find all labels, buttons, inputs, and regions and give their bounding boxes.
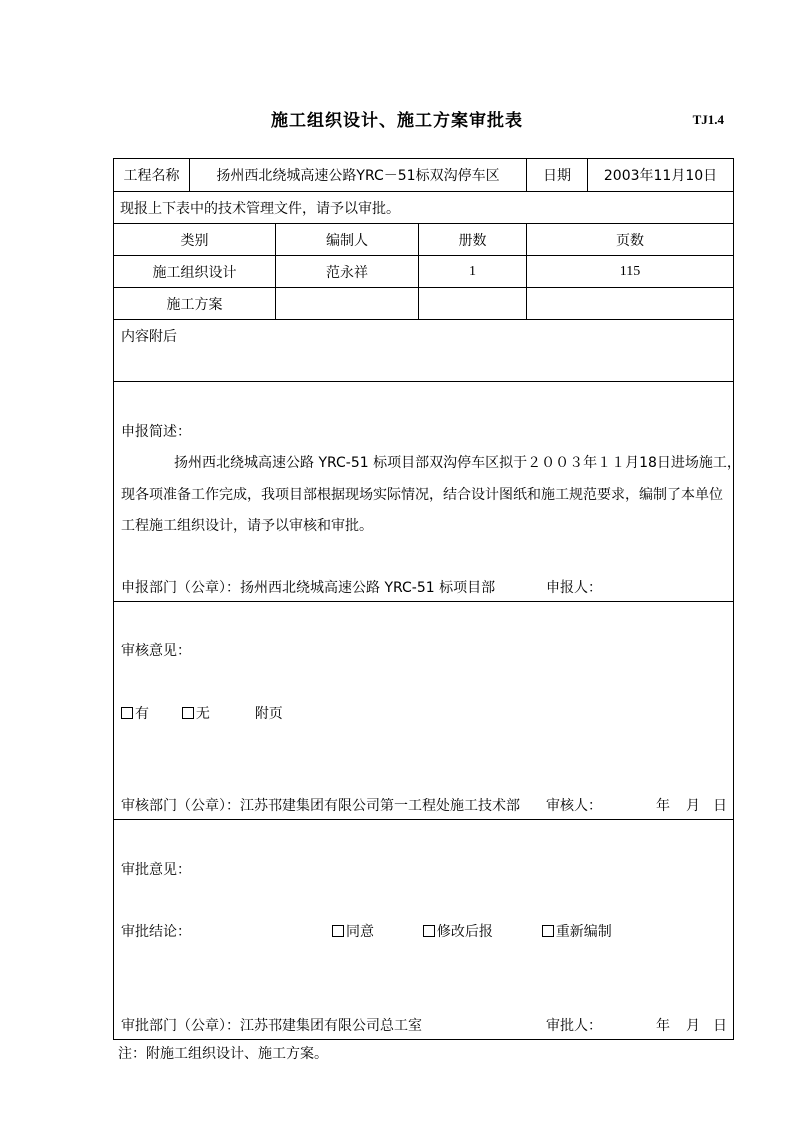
review-person: 审核人： xyxy=(546,798,602,814)
declaration-person: 申报人： xyxy=(546,580,602,596)
form-code: TJ1.4 xyxy=(692,112,724,127)
row-volumes xyxy=(419,288,527,320)
row-category: 施工组织设计 xyxy=(114,256,276,288)
header-pages: 页数 xyxy=(527,224,734,256)
row-category: 施工方案 xyxy=(114,288,276,320)
approval-person: 审批人： xyxy=(546,1018,602,1034)
attach-label: 附页 xyxy=(254,706,283,722)
checkbox-yes[interactable] xyxy=(121,707,133,719)
review-year: 年 xyxy=(656,798,670,814)
date-value: 2003年11月10日 xyxy=(588,159,734,192)
checkbox-revise[interactable] xyxy=(423,925,435,937)
review-label: 审核意见： xyxy=(121,643,191,659)
approval-day: 日 xyxy=(713,1018,727,1034)
review-day: 日 xyxy=(713,798,727,814)
option-no-label: 无 xyxy=(195,706,210,722)
option-yes-label: 有 xyxy=(135,706,149,722)
attached-text: 内容附后 xyxy=(121,329,177,345)
declaration-line-2: 现各项准备工作完成，我项目部根据现场实际情况，结合设计图纸和施工规范要求，编制了本单位 xyxy=(121,487,723,503)
doc-table-header xyxy=(114,224,734,256)
checkbox-redo[interactable] xyxy=(542,925,554,937)
row-pages xyxy=(527,288,734,320)
form-title: 施工组织设计、施工方案审批表 xyxy=(271,111,523,131)
table-row xyxy=(114,288,734,320)
approval-conclusion-label: 审批结论： xyxy=(121,924,191,940)
approval-label: 审批意见： xyxy=(121,862,191,878)
project-row xyxy=(114,159,734,192)
attached-cell xyxy=(114,320,734,382)
approval-year: 年 xyxy=(656,1018,670,1034)
declaration-label: 申报简述： xyxy=(121,424,191,440)
option-agree-label: 同意 xyxy=(346,924,374,940)
intro-text: 现报上下表中的技术管理文件，请予以审批。 xyxy=(114,192,734,224)
approval-month: 月 xyxy=(686,1018,700,1034)
header-author: 编制人 xyxy=(276,224,419,256)
project-name-label: 工程名称 xyxy=(114,159,190,192)
row-author: 范永祥 xyxy=(276,256,419,288)
option-redo-label: 重新编制 xyxy=(555,924,612,940)
project-name-value: 扬州西北绕城高速公路YRC－51标双沟停车区 xyxy=(190,159,527,192)
date-label: 日期 xyxy=(527,159,588,192)
review-dept: 审核部门（公章）：江苏邗建集团有限公司第一工程处施工技术部 xyxy=(121,798,520,814)
checkbox-no[interactable] xyxy=(182,707,194,719)
row-pages: 115 xyxy=(527,256,734,288)
header-category: 类别 xyxy=(114,224,276,256)
row-volumes: 1 xyxy=(419,256,527,288)
review-section xyxy=(114,602,734,820)
declaration-section xyxy=(114,382,741,602)
review-month: 月 xyxy=(686,798,700,814)
approval-section xyxy=(114,820,734,1040)
declaration-dept: 申报部门（公章）：扬州西北绕城高速公路 YRC-51 标项目部 xyxy=(121,580,496,596)
declaration-line-3: 工程施工组织设计，请予以审核和审批。 xyxy=(121,518,373,534)
option-revise-label: 修改后报 xyxy=(436,924,493,940)
checkbox-agree[interactable] xyxy=(332,925,344,937)
table-row xyxy=(114,256,734,288)
review-options xyxy=(121,703,283,723)
header-volumes: 册数 xyxy=(419,224,527,256)
approval-form xyxy=(113,158,741,1040)
declaration-line-1: 扬州西北绕城高速公路 YRC-51 标项目部双沟停车区拟于２００３年１１月18日进场施工， xyxy=(174,455,741,471)
row-author xyxy=(276,288,419,320)
footnote: 注：附施工组织设计、施工方案。 xyxy=(118,1046,328,1062)
approval-options xyxy=(332,921,612,941)
approval-dept: 审批部门（公章）：江苏邗建集团有限公司总工室 xyxy=(121,1018,422,1034)
